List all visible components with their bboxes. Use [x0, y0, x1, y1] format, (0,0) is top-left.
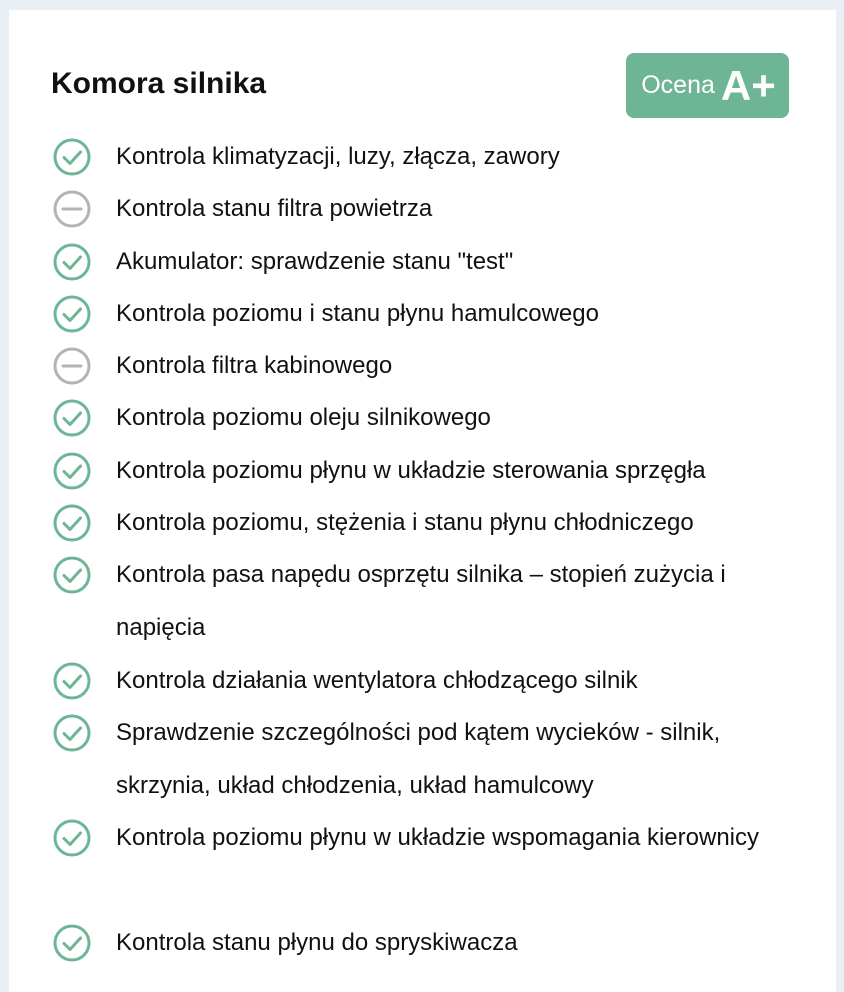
rating-label: Ocena [641, 71, 715, 99]
checklist-item-label: Kontrola pasa napędu osprzętu silnika – stopień zużycia i napięcia [116, 561, 726, 641]
checklist-item-label: Kontrola stanu filtra powietrza [116, 195, 433, 222]
checklist-item-label: Kontrola poziomu i stanu płynu hamulcowego [116, 300, 599, 327]
check-circle-icon [52, 818, 92, 858]
check-circle-icon [52, 137, 92, 177]
rating-grade: A+ [720, 61, 776, 109]
checklist-item-label: Kontrola poziomu oleju silnikowego [116, 404, 491, 431]
checklist-item-label: Kontrola klimatyzacji, luzy, złącza, zawory [116, 143, 560, 170]
checklist-item-label: Kontrola poziomu płynu w układzie sterowania sprzęgła [116, 457, 706, 484]
section-title: Komora silnika [51, 67, 267, 100]
check-circle-icon [52, 923, 92, 963]
check-circle-icon [52, 398, 92, 438]
checklist-item-label: Akumulator: sprawdzenie stanu "test" [116, 248, 514, 275]
check-circle-icon [52, 503, 92, 543]
rating-badge [626, 53, 789, 118]
check-circle-icon [52, 555, 92, 595]
check-circle-icon [52, 242, 92, 282]
check-circle-icon [52, 451, 92, 491]
check-circle-icon [52, 294, 92, 334]
minus-circle-icon [52, 189, 92, 229]
checklist-item-label: Kontrola filtra kabinowego [116, 352, 393, 379]
checklist-item-label: Sprawdzenie szczególności pod kątem wycieków - silnik, skrzynia, układ chłodzenia, układ hamulcowy [116, 719, 721, 799]
check-circle-icon [52, 661, 92, 701]
inspection-card [9, 10, 836, 992]
checklist-item-label: Kontrola stanu płynu do spryskiwacza [116, 929, 518, 956]
checklist-item-label: Kontrola poziomu, stężenia i stanu płynu chłodniczego [116, 509, 694, 536]
checklist-item-label: Kontrola poziomu płynu w układzie wspomagania kierownicy [116, 824, 759, 851]
checklist-item-label: Kontrola działania wentylatora chłodzącego silnik [116, 667, 638, 694]
minus-circle-icon [52, 346, 92, 386]
check-circle-icon [52, 713, 92, 753]
